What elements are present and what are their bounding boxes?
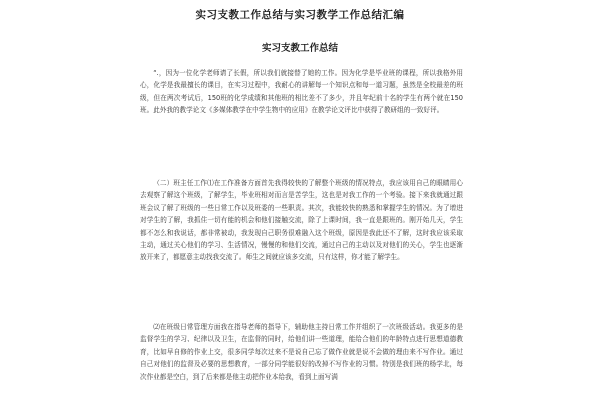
paragraph-3: ⑵在班级日常管理方面我在指导老师的指导下，辅助他主持日常工作并组织了一次班级活动。我更多的是监督学生的学习、纪律以及卫生，在监督的同时，给他们讲一些道理，能给合他们的年龄特点进行思想道德教育，比如早自修的作业上交，很多同学每次过来不是说自己忘了做作业就是说不会做的理由来不写作业。通过自己对他们的监督及必要的思想教育，一部分同学能很好的改掉不写作业的习惯。特别是我们班的杨学北，每次作业都是空白，到了后来都是他主动把作业本给我，看到上面写满 <box>140 323 463 381</box>
paragraph-1: “.，因为一位化学老师请了长假，所以我们就接替了她的工作。因为化学是毕业班的课程，所以我格外用心，化学是我最擅长的课目，在实习过程中，我耐心的讲解每一个知识点和每一道习题，虽然是全校最差的班级，但在两次考试后，150班的化学成绩和其他班的相比差不了多少，并且年纪前十名的学生有两个就在150班。此外我的教学论文《多媒体教学在中学生物中的应用》在教学论文评比中获得了教研组的一致好评。 <box>140 69 463 115</box>
document-title: 实习支教工作总结与实习教学工作总结汇编 <box>195 9 405 21</box>
paragraph-2: （二）班主任工作⑴在工作准备方面首先我得较快的了解整个班级的情况特点，我应该用自己的眼睛用心去观察了解这个班级，了解学生，毕业班相对而言是苦学生，这也是对我工作的一个考验。接下来我就通过跟班会议了解了班级的一些日常工作以及班委的一些职责。其次，我能较快的熟悉和掌握学生的情况。为了增进对学生的了解，我抓住一切有能的机会和他们接触交流，除了上课时间，我一直是跟班的。刚开始几天，学生都不怎么和我说话，都非常被动，我发现自己职务很难融入这个班级，原因是我此还不了解，这时我应该采取主动，通过关心他们的学习、生活情况，慢慢的和他们交流，通过自己的主动以及对他们的关心，学生也逐渐放开来了，都愿意主动找我交流了。师生之间就应该多交流，只有这样，你才能了解学生。 <box>140 179 463 262</box>
section-title: 实习支教工作总结 <box>261 43 338 54</box>
